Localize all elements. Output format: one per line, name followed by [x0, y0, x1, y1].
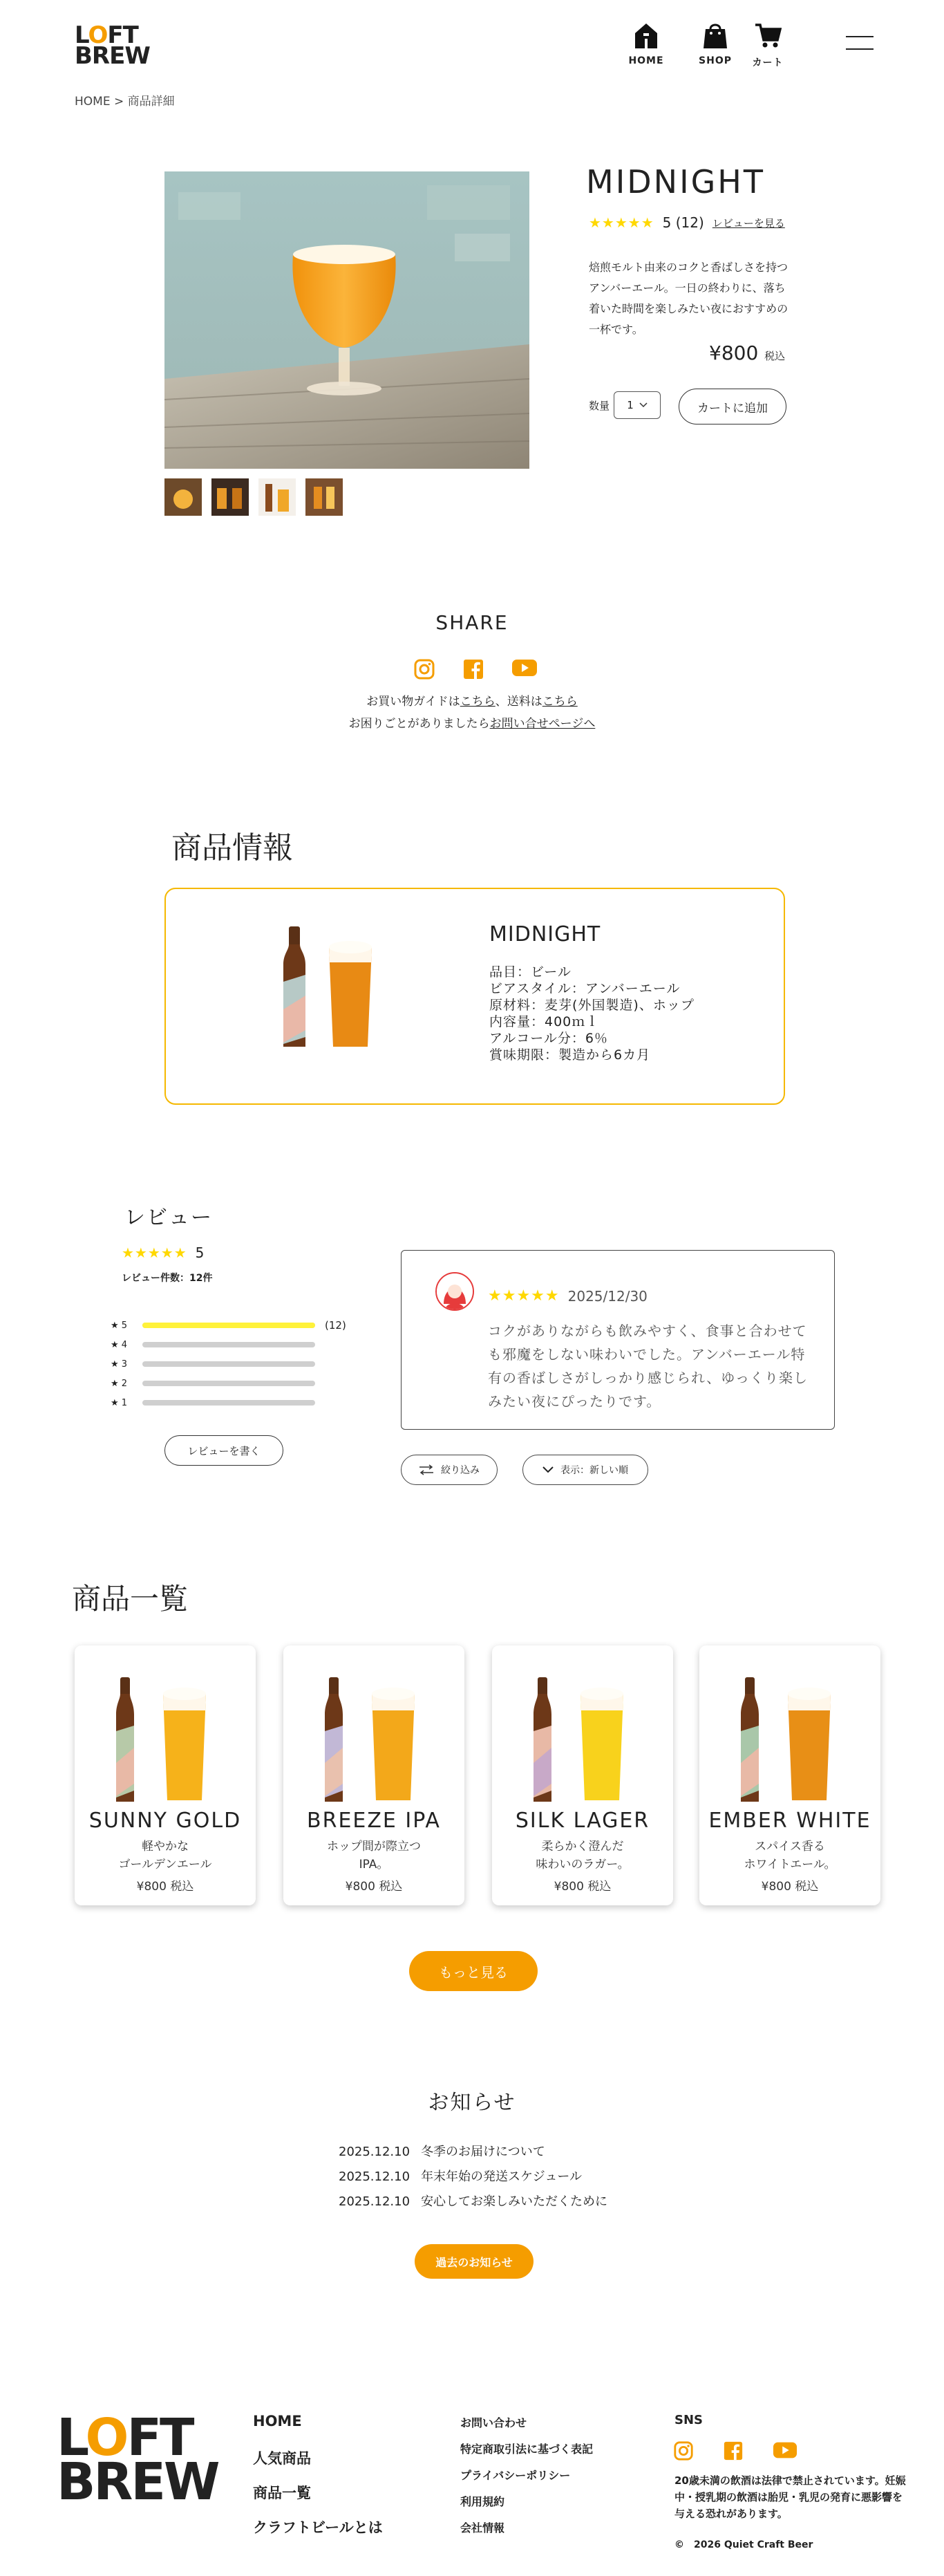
price-value: ¥800 — [709, 342, 759, 364]
rating-bar-row[interactable] — [111, 1338, 359, 1351]
hamburger-menu-icon[interactable] — [846, 36, 874, 51]
product-card-name: SUNNY GOLD — [88, 1809, 242, 1833]
contact-text: お困りごとがありましたらお問い合せページへ — [348, 717, 596, 731]
share-title: SHARE — [435, 611, 509, 634]
logo-letter: L — [75, 21, 88, 49]
footer-link-terms[interactable]: 利用規約 — [460, 2495, 505, 2508]
chevron-down-icon — [542, 1466, 554, 1473]
news-date: 2025.12.10 — [339, 2194, 410, 2209]
review-text: コクがありながらも飲みやすく、食事と合わせても邪魔をしない味わいでした。アンバーエール特有の香ばしさがしっかり感じられ、ゆっくり楽しみたい夜にぴったりです。 — [488, 1323, 808, 1410]
shopping-guide-text: お買い物ガイドはこちら、送料はこちら — [366, 695, 578, 709]
review-meta — [488, 1287, 648, 1305]
youtube-icon[interactable] — [511, 658, 538, 678]
logo-letter: FT — [107, 21, 138, 49]
spec-row: 賞味期限：製造から6カ月 — [489, 1047, 651, 1063]
news-date: 2025.12.10 — [339, 2145, 410, 2159]
news-title: 年末年始の発送スケジュール — [421, 2169, 582, 2184]
breadcrumb-current: 商品詳細 — [127, 95, 175, 109]
swap-arrows-icon — [419, 1464, 434, 1475]
breadcrumb-home[interactable]: HOME — [75, 95, 111, 109]
product-card-image — [102, 1673, 227, 1804]
product-card-price: ¥800 税込 — [554, 1880, 612, 1894]
spec-row: 内容量：400ｍｌ — [489, 1014, 600, 1029]
footer-link-home[interactable]: HOME — [253, 2413, 302, 2429]
cart-icon — [754, 21, 782, 50]
news-title: 冬季のお届けについて — [421, 2145, 545, 2159]
instagram-icon[interactable] — [413, 658, 435, 680]
footer-link-privacy[interactable]: プライバシーポリシー — [460, 2469, 571, 2482]
tax-label: 税込 — [764, 350, 786, 362]
rating-bar-label: ★ 1 — [111, 1397, 128, 1408]
product-card-image — [727, 1673, 851, 1804]
youtube-icon[interactable] — [773, 2440, 797, 2460]
product-spec-list — [489, 964, 695, 1063]
rating-bar-row[interactable] — [111, 1319, 359, 1332]
product-card-name: BREEZE IPA — [307, 1809, 441, 1833]
nav-home[interactable] — [622, 21, 670, 66]
chevron-down-icon — [639, 402, 648, 408]
nav-shop[interactable] — [691, 21, 739, 66]
logo[interactable] — [75, 21, 150, 71]
breadcrumb-separator: > — [113, 95, 124, 109]
rating-bar-label: ★ 3 — [111, 1359, 128, 1370]
spec-row: 原材料：麦芽(外国製造)、ホップ — [489, 998, 695, 1013]
nav-cart[interactable] — [744, 21, 792, 69]
product-card-image — [520, 1673, 644, 1804]
quantity-label: 数量 — [589, 400, 610, 412]
home-icon — [632, 21, 660, 50]
rating-bar-row[interactable] — [111, 1358, 359, 1370]
product-list-heading: 商品一覧 — [72, 1582, 189, 1616]
product-card-description: 軽やかな ゴールデンエール — [118, 1840, 212, 1872]
footer-link-about-craft-beer[interactable]: クラフトビールとは — [253, 2519, 383, 2536]
footer-link-products[interactable]: 商品一覧 — [253, 2485, 311, 2501]
product-card[interactable] — [492, 1645, 673, 1905]
product-thumbnail[interactable] — [164, 478, 202, 516]
logo-letter: L — [57, 2408, 86, 2467]
footer-link-contact[interactable]: お問い合わせ — [460, 2416, 527, 2429]
rating-bar-label: ★ 5 — [111, 1320, 128, 1331]
product-card-description: スパイス香る ホワイトエール。 — [744, 1840, 836, 1872]
rating-value: 5 (12) — [662, 214, 704, 231]
rating-bar-label: ★ 4 — [111, 1339, 128, 1350]
footer-link-company[interactable]: 会社情報 — [460, 2521, 505, 2535]
rating-bar-row[interactable] — [111, 1397, 359, 1409]
rating-bar-count: (12) — [325, 1319, 346, 1332]
rating-bar-label: ★ 2 — [111, 1378, 128, 1389]
product-main-image[interactable] — [164, 171, 529, 469]
rating-bar-row[interactable] — [111, 1377, 359, 1390]
spec-row: 品目：ビール — [489, 964, 572, 980]
review-count: レビュー件数：12件 — [122, 1273, 213, 1284]
filter-label: 絞り込み — [441, 1465, 480, 1476]
product-card-price: ¥800 税込 — [345, 1880, 403, 1894]
product-price — [709, 342, 785, 364]
spec-row: アルコール分：6％ — [489, 1031, 608, 1046]
rating-bar-track — [142, 1323, 315, 1328]
rating-bar-track — [142, 1381, 315, 1386]
avatar — [435, 1272, 474, 1311]
breadcrumb — [75, 91, 175, 109]
sort-button[interactable] — [522, 1455, 648, 1485]
logo-line2: BREW — [57, 2452, 218, 2512]
news-title: 安心してお楽しみいただくために — [421, 2194, 608, 2209]
product-card[interactable] — [75, 1645, 256, 1905]
review-score — [122, 1244, 204, 1261]
rating-bar-track — [142, 1400, 315, 1406]
contact-page-link[interactable]: お問い合せページへ — [489, 717, 596, 731]
facebook-icon[interactable] — [462, 658, 484, 680]
spec-row: ビアスタイル：アンバーエール — [489, 981, 681, 996]
product-info-heading: 商品情報 — [171, 830, 293, 866]
facebook-icon[interactable] — [723, 2440, 744, 2461]
product-card-name: SILK LAGER — [515, 1809, 650, 1833]
news-date: 2025.12.10 — [339, 2169, 410, 2184]
product-card[interactable] — [699, 1645, 880, 1905]
product-card-name: EMBER WHITE — [708, 1809, 871, 1833]
product-card-description: ホップ間が際立つ IPA。 — [327, 1840, 421, 1872]
info-product-name: MIDNIGHT — [489, 922, 601, 946]
quantity-value: 1 — [627, 399, 634, 411]
rating-bar-fill — [142, 1323, 315, 1328]
product-card-price: ¥800 税込 — [761, 1880, 819, 1894]
past-news-button[interactable]: 過去のお知らせ — [415, 2244, 534, 2279]
review-stars: ★★★★★ — [122, 1244, 187, 1261]
news-heading: お知らせ — [428, 2091, 516, 2115]
news-item[interactable] — [339, 2192, 619, 2210]
product-card-image — [311, 1673, 435, 1804]
logo-letter-accent: O — [85, 2408, 127, 2467]
sort-label: 表示：新しい順 — [560, 1465, 628, 1476]
product-card-price: ¥800 税込 — [136, 1880, 194, 1894]
product-thumbnail[interactable] — [305, 478, 343, 516]
instagram-icon[interactable] — [673, 2440, 694, 2461]
nav-cart-label: カート — [752, 57, 784, 68]
quantity-select[interactable] — [614, 391, 661, 419]
logo-line2: BREW — [75, 42, 150, 70]
review-score-value: 5 — [195, 1244, 205, 1261]
product-rating — [589, 214, 785, 231]
footer-sns-label: SNS — [674, 2413, 703, 2427]
product-thumbnail[interactable] — [258, 478, 296, 516]
rating-stars: ★★★★★ — [589, 214, 654, 231]
review-date: 2025/12/30 — [567, 1287, 648, 1305]
add-to-cart-button[interactable]: カートに追加 — [679, 389, 786, 424]
see-more-button[interactable]: もっと見る — [409, 1951, 538, 1991]
see-reviews-link[interactable]: レビューを見る — [712, 216, 785, 230]
footer-logo[interactable] — [57, 2408, 218, 2512]
alcohol-warning: 20歳未満の飲酒は法律で禁止されています。妊娠中・授乳期の飲酒は胎児・乳児の発育に悪影響を与える恐れがあります。 — [674, 2474, 906, 2520]
news-item[interactable] — [339, 2142, 556, 2160]
product-thumbnail[interactable] — [211, 478, 249, 516]
shipping-link[interactable]: こちら — [542, 695, 578, 709]
shopping-guide-link[interactable]: こちら — [460, 695, 495, 709]
product-info-image — [276, 926, 387, 1054]
nav-shop-label: SHOP — [699, 55, 732, 66]
footer-link-popular[interactable]: 人気商品 — [253, 2450, 311, 2467]
rating-bar-track — [142, 1361, 315, 1367]
footer-link-legal[interactable]: 特定商取引法に基づく表記 — [460, 2443, 594, 2456]
rating-bar-track — [142, 1342, 315, 1347]
review-card-stars: ★★★★★ — [488, 1287, 560, 1305]
logo-letter-accent: O — [88, 21, 108, 49]
reviews-heading: レビュー — [124, 1206, 213, 1230]
logo-letter: FT — [126, 2408, 193, 2467]
product-card[interactable] — [283, 1645, 464, 1905]
product-title: MIDNIGHT — [586, 163, 765, 200]
nav-home-label: HOME — [628, 55, 664, 66]
copyright: © 2026 Quiet Craft Beer — [674, 2539, 813, 2550]
product-card-description: 柔らかく澄んだ 味わいのラガー。 — [536, 1840, 630, 1872]
news-item[interactable] — [339, 2167, 593, 2185]
product-description: 焙煎モルト由来のコクと香ばしさを持つアンバーエール。一日の終わりに、落ち着いた時間を楽しみたい夜におすすめの一杯です。 — [589, 261, 789, 336]
filter-button[interactable] — [401, 1455, 498, 1485]
footer-sns-icons — [673, 2440, 797, 2463]
write-review-button[interactable]: レビューを書く — [164, 1435, 283, 1466]
share-icons — [413, 658, 538, 682]
shopping-bag-icon — [701, 21, 729, 50]
